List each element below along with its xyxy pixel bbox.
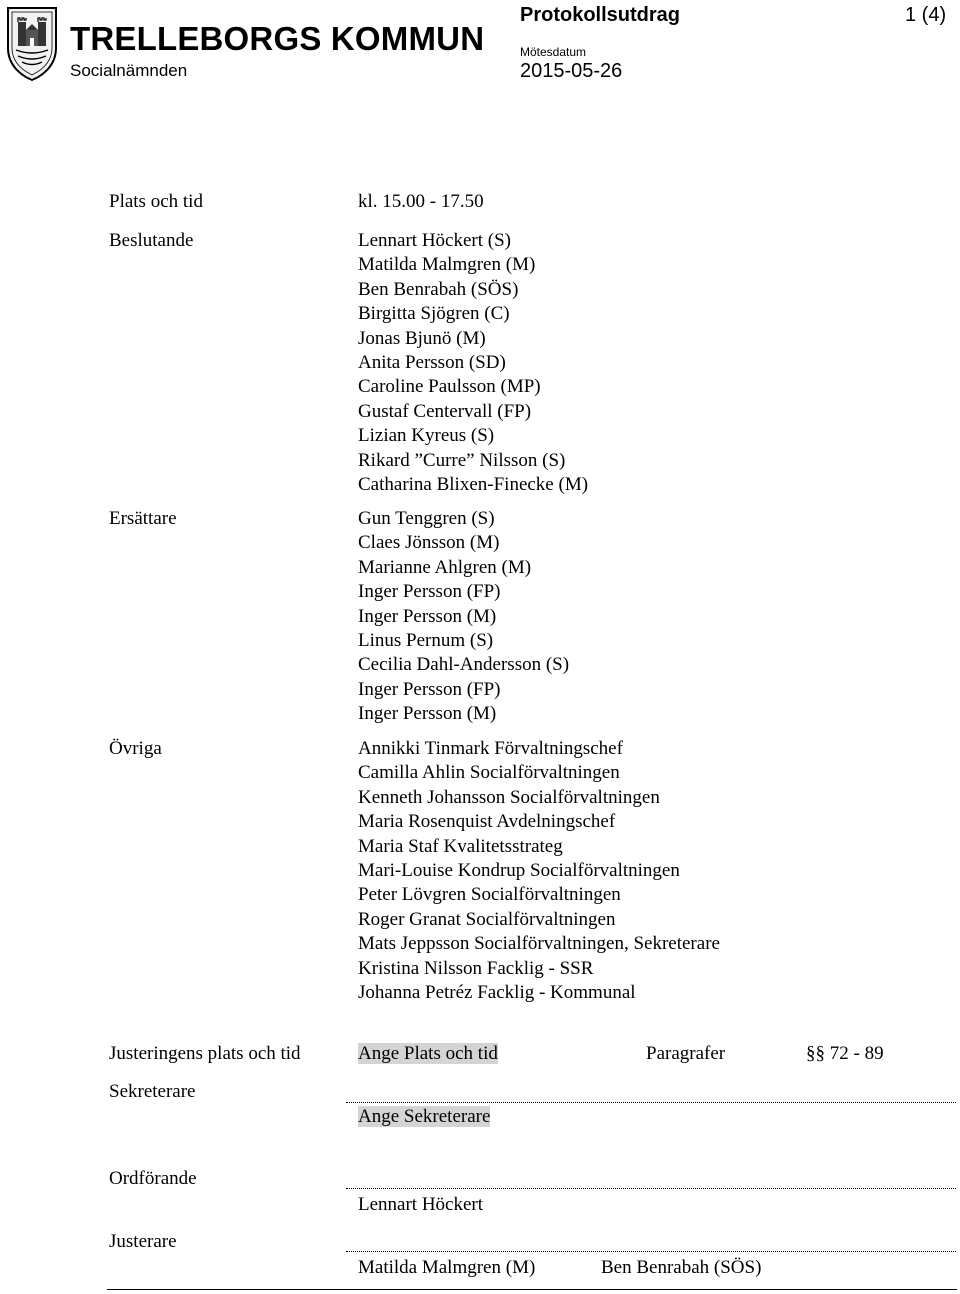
list-item: Maria Rosenquist Avdelningschef xyxy=(358,811,616,833)
list-item: Inger Persson (FP) xyxy=(358,581,501,603)
list-item: Cecilia Dahl-Andersson (S) xyxy=(358,654,570,676)
adjustment-place-time-field[interactable] xyxy=(358,1042,498,1066)
organization-name: TRELLEBORGS KOMMUN xyxy=(70,20,485,57)
list-item: Roger Granat Socialförvaltningen xyxy=(358,908,616,930)
list-item: Ben Benrabah (SÖS) xyxy=(358,278,519,300)
list-item: Linus Pernum (S) xyxy=(358,629,494,651)
list-item: Caroline Paulsson (MP) xyxy=(358,376,541,398)
list-item: Maria Staf Kvalitetsstrateg xyxy=(358,835,563,857)
adjusters-label: Justerare xyxy=(109,1231,177,1252)
place-time-value: kl. 15.00 - 17.50 xyxy=(358,191,484,212)
list-item: Inger Persson (FP) xyxy=(358,678,501,700)
list-item: Mari-Louise Kondrup Socialförvaltningen xyxy=(358,859,680,881)
bottom-rule xyxy=(107,1289,957,1290)
document-type: Protokollsutdrag xyxy=(520,4,681,26)
list-item: Lizian Kyreus (S) xyxy=(358,425,495,447)
others-list xyxy=(358,737,720,1005)
list-item: Catharina Blixen-Finecke (M) xyxy=(358,473,589,495)
list-item: Gustaf Centervall (FP) xyxy=(358,400,532,422)
chair-label: Ordförande xyxy=(109,1168,197,1189)
chair-signature-line xyxy=(346,1188,956,1189)
list-item: Peter Lövgren Socialförvaltningen xyxy=(358,884,621,906)
list-item: Johanna Petréz Facklig - Kommunal xyxy=(358,981,636,1003)
secretary-field[interactable] xyxy=(358,1105,490,1129)
list-item: Annikki Tinmark Förvaltningschef xyxy=(358,738,623,759)
meeting-date-label: Mötesdatum xyxy=(520,45,587,59)
meeting-date-value: 2015-05-26 xyxy=(520,60,623,82)
substitutes-label: Ersättare xyxy=(109,508,177,529)
secretary-value: Ange Sekreterare xyxy=(358,1106,491,1127)
page-number: 1 (4) xyxy=(905,4,947,26)
list-item: Matilda Malmgren (M) xyxy=(358,254,536,276)
decision-makers-label: Beslutande xyxy=(109,230,194,251)
list-item: Lennart Höckert (S) xyxy=(358,230,511,251)
substitutes-list xyxy=(358,507,569,727)
paragraphs-label: Paragrafer xyxy=(646,1043,726,1064)
list-item: Marianne Ahlgren (M) xyxy=(358,556,532,578)
list-item: Inger Persson (M) xyxy=(358,605,497,627)
list-item: Mats Jeppsson Socialförvaltningen, Sekreterare xyxy=(358,933,720,955)
place-time-label: Plats och tid xyxy=(109,191,203,212)
adjusters-signature-line xyxy=(346,1251,956,1252)
list-item: Rikard ”Curre” Nilsson (S) xyxy=(358,449,566,471)
others-label: Övriga xyxy=(109,738,162,759)
list-item: Kenneth Johansson Socialförvaltningen xyxy=(358,786,660,808)
adjustment-place-time-value: Ange Plats och tid xyxy=(358,1043,498,1064)
adjuster-2-name: Ben Benrabah (SÖS) xyxy=(601,1257,762,1278)
adjuster-1-name: Matilda Malmgren (M) xyxy=(358,1257,536,1278)
committee-name: Socialnämnden xyxy=(70,61,188,80)
list-item: Kristina Nilsson Facklig - SSR xyxy=(358,957,594,979)
list-item: Claes Jönsson (M) xyxy=(358,532,500,554)
paragraphs-value: §§ 72 - 89 xyxy=(806,1043,884,1064)
list-item: Birgitta Sjögren (C) xyxy=(358,303,510,325)
list-item: Jonas Bjunö (M) xyxy=(358,327,486,349)
list-item: Anita Persson (SD) xyxy=(358,351,506,373)
secretary-label: Sekreterare xyxy=(109,1081,196,1102)
secretary-signature-line xyxy=(346,1102,956,1103)
municipality-crest-icon xyxy=(4,2,60,82)
list-item: Camilla Ahlin Socialförvaltningen xyxy=(358,762,620,784)
list-item: Gun Tenggren (S) xyxy=(358,508,495,529)
chair-name: Lennart Höckert xyxy=(358,1194,484,1215)
list-item: Inger Persson (M) xyxy=(358,703,497,725)
decision-makers-list xyxy=(358,229,588,497)
adjustment-place-time-label: Justeringens plats och tid xyxy=(109,1043,301,1064)
